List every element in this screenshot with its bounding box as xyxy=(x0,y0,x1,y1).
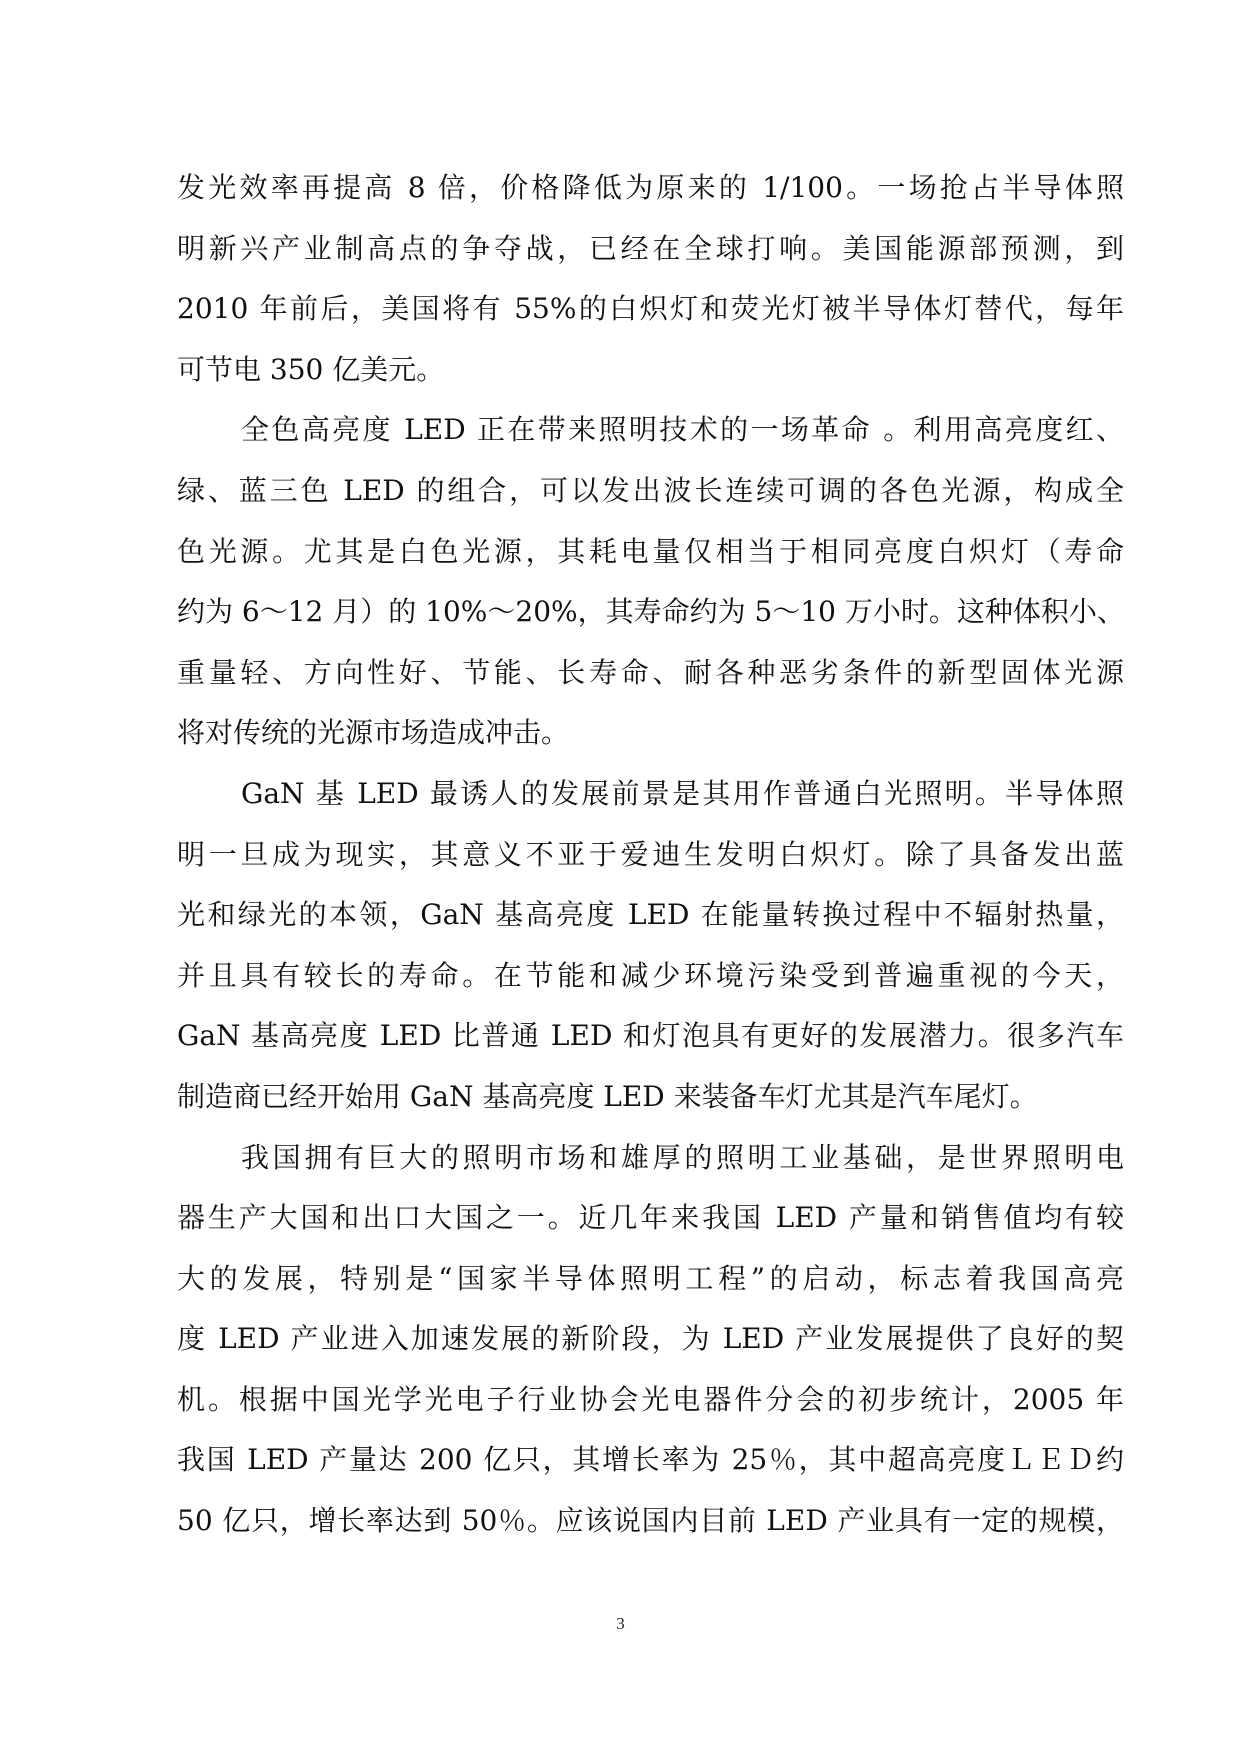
text-line: 明新兴产业制高点的争夺战，已经在全球打响。美国能源部预测，到 xyxy=(177,231,1124,265)
text-line: 光和绿光的本领，GaN 基高亮度 LED 在能量转换过程中不辐射热量， xyxy=(177,898,1124,932)
text-line: 我国 LED 产量达 200 亿只，其增长率为 25％，其中超高亮度ＬＥＤ约 xyxy=(177,1443,1124,1477)
text-line: 并且具有较长的寿命。在节能和减少环境污染受到普遍重视的今天， xyxy=(177,958,1124,992)
text-line: 绿、蓝三色 LED 的组合，可以发出波长连续可调的各色光源，构成全 xyxy=(177,473,1124,507)
text-line: 色光源。尤其是白色光源，其耗电量仅相当于相同亮度白炽灯（寿命 xyxy=(177,534,1124,568)
body-text xyxy=(177,158,1124,1552)
text-line: 将对传统的光源市场造成冲击。 xyxy=(177,716,570,750)
text-line: GaN 基高亮度 LED 比普通 LED 和灯泡具有更好的发展潜力。很多汽车 xyxy=(177,1019,1124,1053)
text-line: 发光效率再提高 8 倍，价格降低为原来的 1/100。一场抢占半导体照 xyxy=(177,171,1124,204)
text-line: 50 亿只，增长率达到 50％。应该说国内目前 LED 产业具有一定的规模， xyxy=(177,1504,1124,1538)
text-line: 2010 年前后，美国将有 55%的白炽灯和荧光灯被半导体灯替代，每年 xyxy=(177,292,1124,326)
text-line: 约为 6～12 月）的 10%～20%，其寿命约为 5～10 万小时。这种体积小、 xyxy=(177,595,1125,629)
text-line: 重量轻、方向性好、节能、长寿命、耐各种恶劣条件的新型固体光源 xyxy=(177,655,1124,689)
text-line: 可节电 350 亿美元。 xyxy=(177,352,445,386)
text-line: 机。根据中国光学光电子行业协会光电器件分会的初步统计，2005 年 xyxy=(177,1382,1124,1416)
page-number: 3 xyxy=(616,1614,625,1633)
text-line: 器生产大国和出口大国之一。近几年来我国 LED 产量和销售值均有较 xyxy=(177,1201,1124,1235)
text-line: 明一旦成为现实，其意义不亚于爱迪生发明白炽灯。除了具备发出蓝 xyxy=(177,837,1124,871)
paragraph-first-line: 全色高亮度 LED 正在带来照明技术的一场革命 。利用高亮度红、 xyxy=(241,413,1124,447)
text-line: 大的发展，特别是“国家半导体照明工程”的启动，标志着我国高亮 xyxy=(177,1261,1124,1295)
paragraph-first-line: GaN 基 LED 最诱人的发展前景是其用作普通白光照明。半导体照 xyxy=(241,776,1124,810)
text-line: 制造商已经开始用 GaN 基高亮度 LED 来装备车灯尤其是汽车尾灯。 xyxy=(177,1079,1038,1113)
paragraph-first-line: 我国拥有巨大的照明市场和雄厚的照明工业基础，是世界照明电 xyxy=(241,1140,1124,1174)
text-line: 度 LED 产业进入加速发展的新阶段，为 LED 产业发展提供了良好的契 xyxy=(177,1322,1124,1356)
